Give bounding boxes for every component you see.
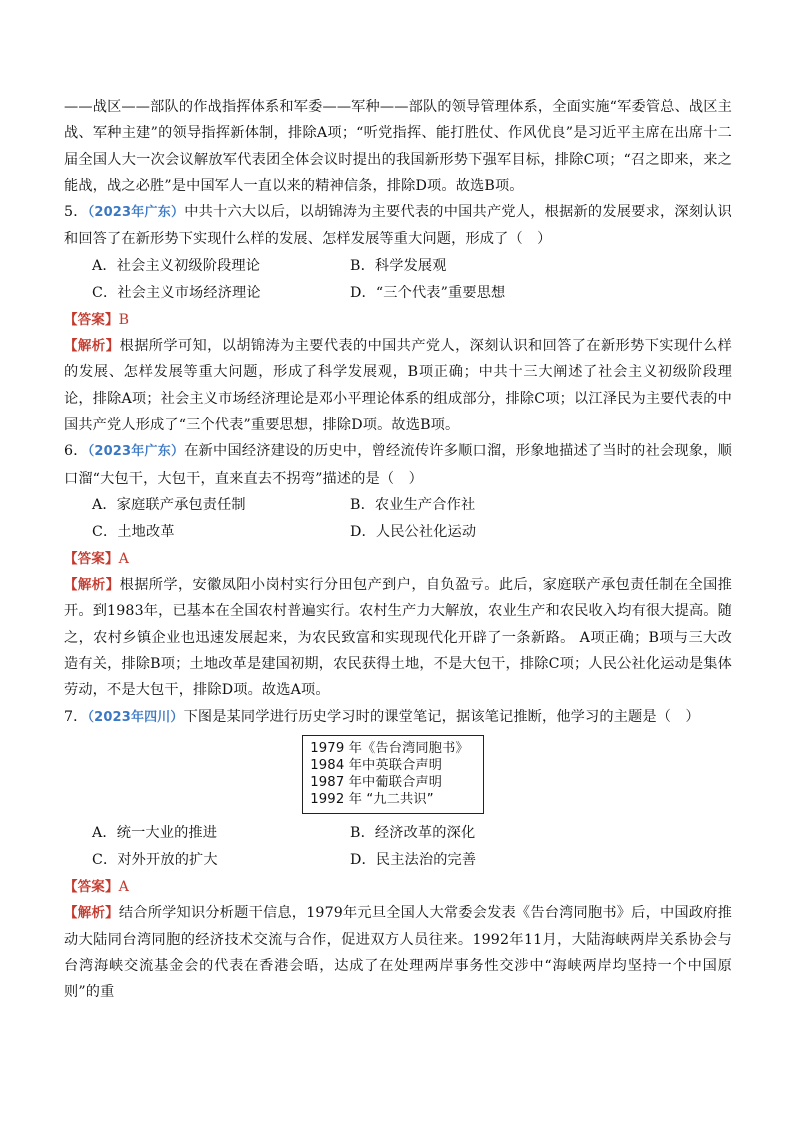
- option-d: D．人民公社化运动: [350, 523, 477, 540]
- answer-label: 【答案】: [64, 311, 119, 328]
- question-number: 5．: [64, 204, 88, 221]
- analysis-label: 【解析】: [64, 338, 120, 355]
- analysis-text: 根据所学，安徽凤阳小岗村实行分田包产到户，自负盈亏。此后，家庭联产承包责任制在全国推开。到1983年，已基本在全国农村普遍实行。农村生产力大解放，农业生产和农民收入均有很大提高。随之，农村乡镇企业也迅速发展起来，为农民致富和实现现代化开辟了一条新路。 A项正确；B项与三大改造有关，排除B项；土地改革是建国初期，农民获得土地，不是大包干，排除C项；人民公社化运动是集体劳动，不是大包干，排除D项。故选A项。: [64, 577, 732, 699]
- analysis-text: 根据所学可知，以胡锦涛为主要代表的中国共产党人，深刻认识和回答了在新形势下实现什么样的发展、怎样发展等重大问题，形成了科学发展观，B项正确；中共十三大阐述了社会主义初级阶段理论，排除A项；社会主义市场经济理论是邓小平理论体系的组成部分，排除C项；以江泽民为主要代表的中国共产党人形成了“三个代表”重要思想，排除D项。故选B项。: [64, 338, 732, 433]
- question-5: [64, 199, 732, 438]
- question-6: [64, 438, 732, 703]
- option-b: B．科学发展观: [350, 257, 447, 274]
- answer-line: [64, 546, 732, 572]
- options-grid: [64, 492, 732, 546]
- option-b: B．经济改革的深化: [350, 824, 476, 841]
- option-c: C．对外开放的扩大: [92, 851, 218, 868]
- question-source: （2023年广东）: [87, 444, 185, 460]
- answer-value: A: [118, 878, 130, 895]
- answer-label: 【答案】: [64, 550, 119, 567]
- question-stem: [64, 704, 732, 731]
- question-stem: [64, 438, 732, 492]
- note-line: 1987 年中葡联合声明: [310, 774, 443, 790]
- options-grid: [64, 820, 732, 874]
- question-source: （2023年广东）: [87, 205, 185, 221]
- options-grid: [64, 253, 732, 307]
- option-c: C．社会主义市场经济理论: [92, 284, 261, 301]
- analysis-paragraph: [64, 333, 732, 438]
- note-line: 1984 年中英联合声明: [310, 757, 443, 773]
- question-stem: [64, 199, 732, 253]
- previous-analysis-continuation: ——战区——部队的作战指挥体系和军委——军种——部队的领导管理体系，全面实施“军委管总、战区主战、军种主建”的领导指挥新体制，排除A项；“听党指挥、能打胜仗、作风优良”是习近平主席在出席十二届全国人大一次会议解放军代表团全体会议时提出的我国新形势下强军目标，排除C项；“召之即来，来之能战，战之必胜”是中国军人一直以来的精神信条，排除D项。故选B项。: [64, 99, 732, 194]
- analysis-paragraph: [64, 900, 732, 1005]
- option-a: A．家庭联产承包责任制: [92, 496, 246, 513]
- analysis-label: 【解析】: [64, 577, 120, 594]
- question-text: 中共十六大以后，以胡锦涛为主要代表的中国共产党人，根据新的发展要求，深刻认识和回答了在新形势下实现什么样的发展、怎样发展等重大问题，形成了（ ）: [64, 204, 732, 248]
- analysis-text: 结合所学知识分析题干信息，1979年元旦全国人大常委会发表《告台湾同胞书》后，中国政府推动大陆同台湾同胞的经济技术交流与合作，促进双方人员往来。1992年11月，大陆海峡两岸关系协会与台湾海峡交流基金会的代表在香港会晤，达成了在处理两岸事务性交涉中“海峡两岸均坚持一个中国原则”的重: [64, 905, 732, 1001]
- question-text: 下图是某同学进行历史学习时的课堂笔记，据该笔记推断，他学习的主题是（ ）: [183, 708, 700, 725]
- note-line: 1979 年《告台湾同胞书》: [310, 740, 469, 756]
- answer-value: B: [118, 311, 130, 328]
- option-d: D．民主法治的完善: [350, 851, 477, 868]
- analysis-label: 【解析】: [64, 905, 119, 922]
- page-content: [64, 94, 732, 1005]
- analysis-paragraph: [64, 572, 732, 703]
- question-7: [64, 704, 732, 1006]
- question-text: 在新中国经济建设的历史中，曾经流传许多顺口溜，形象地描述了当时的社会现象，顺口溜“大包干，大包干，直来直去不拐弯”描述的是（ ）: [64, 443, 732, 487]
- answer-line: [64, 874, 732, 900]
- question-source: （2023年四川）: [87, 709, 184, 725]
- question-number: 6．: [64, 443, 88, 460]
- option-b: B．农业生产合作社: [350, 496, 476, 513]
- answer-line: [64, 307, 732, 333]
- class-note-figure: [64, 735, 732, 814]
- option-a: A．社会主义初级阶段理论: [92, 257, 261, 274]
- note-line: 1992 年 “九二共识”: [310, 791, 434, 807]
- option-d: D．“三个代表”重要思想: [350, 284, 506, 301]
- option-c: C．土地改革: [92, 523, 175, 540]
- question-number: 7．: [64, 708, 88, 725]
- class-note-box: [302, 735, 484, 814]
- answer-label: 【答案】: [64, 878, 119, 895]
- option-a: A．统一大业的推进: [92, 824, 218, 841]
- answer-value: A: [118, 550, 130, 567]
